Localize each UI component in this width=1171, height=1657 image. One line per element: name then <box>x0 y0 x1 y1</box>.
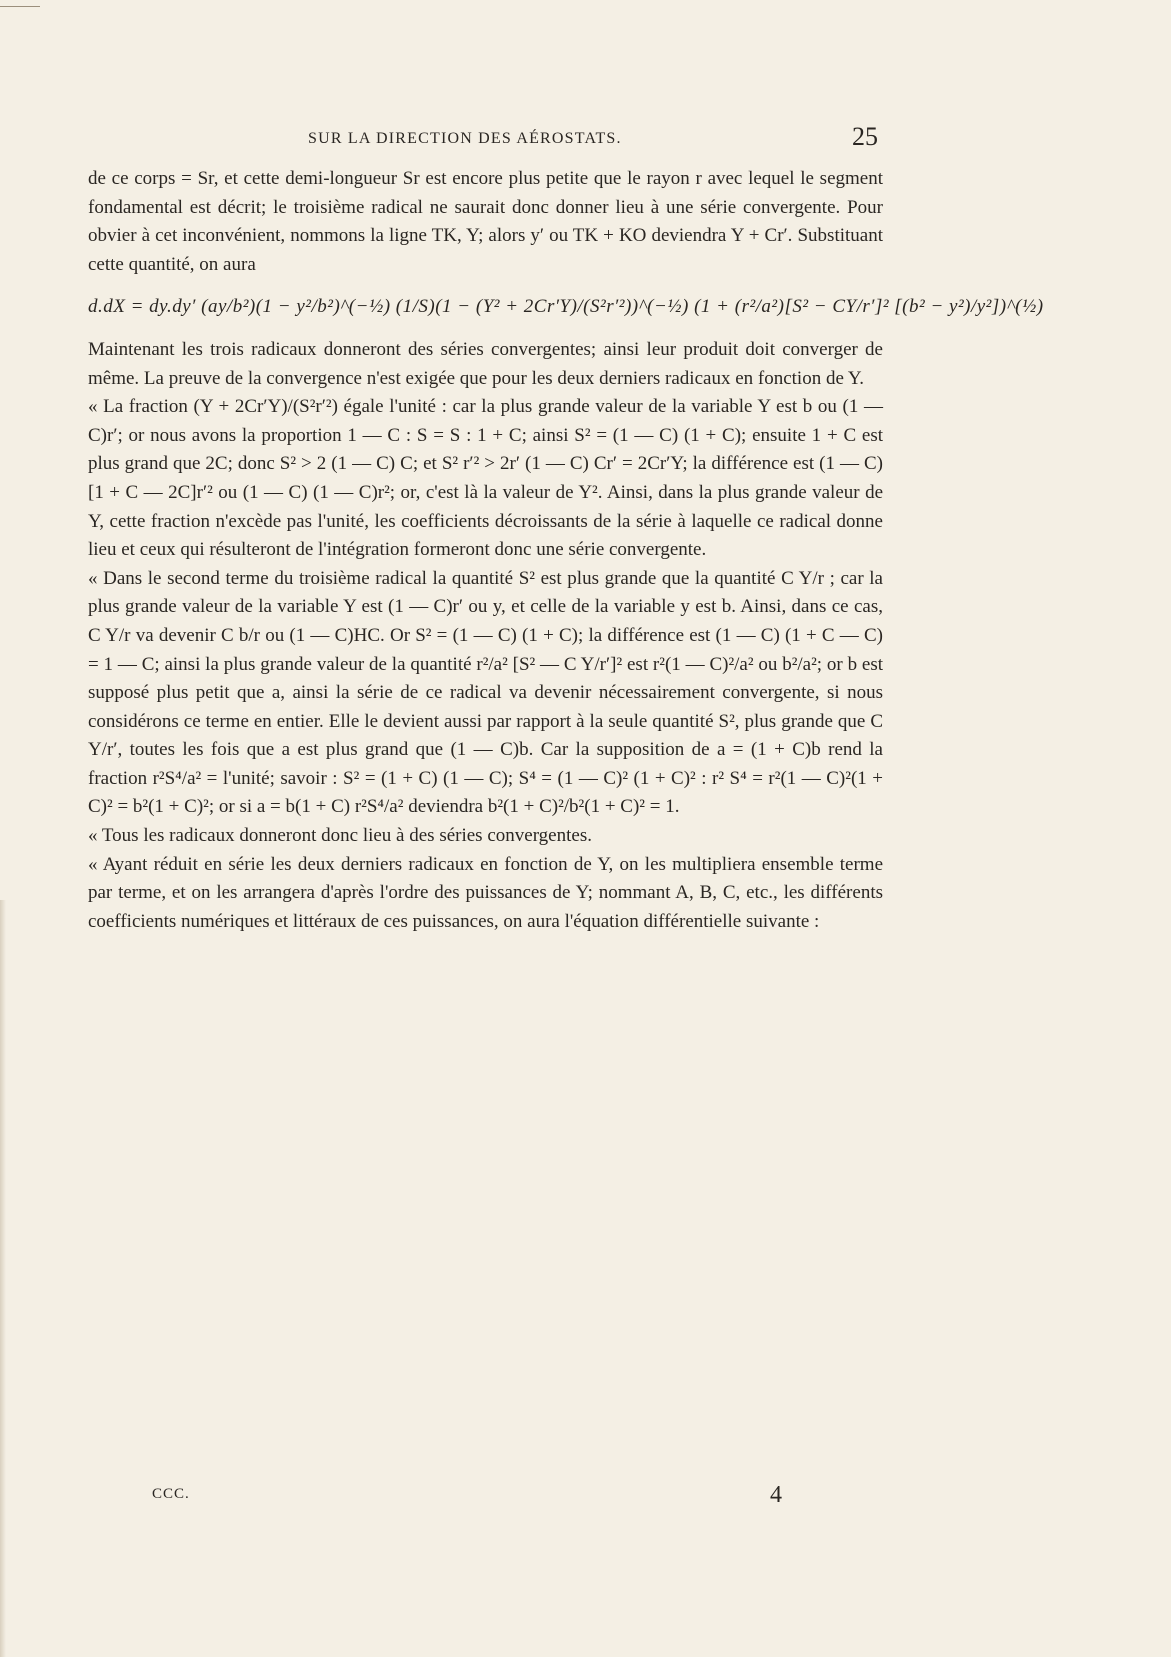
running-title: SUR LA DIRECTION DES AÉROSTATS. <box>308 130 622 147</box>
paragraph-third-radical: « Dans le second terme du troisième radical la quantité S² est plus grande que la quantité C Y/r ; car la plus grande valeur de la variable Y est (1 — C)r′ ou y, et celle de la variable y est b. Ainsi, dans ce cas, C Y/r va devenir C b/r ou (1 — C)HC. Or S² = (1 — C) (1 + C); la différence est (1 — C) (1 + C — C) = 1 — C; ainsi la plus grande valeur de la quantité r²/a² [S² — C Y/r′]² est r²(1 — C)²/a² ou b²/a²; or b est supposé plus petit que a, ainsi la série de ce radical va devenir nécessairement convergente, si nous considérons ce terme en entier. Elle le devient aussi par rapport à la seule quantité S², plus grande que C Y/r′, toutes les fois que a est plus grand que (1 — C)b. Car la supposition de a = (1 + C)b rend la fraction r²S⁴/a² = l'unité; savoir : S² = (1 + C) (1 — C); S⁴ = (1 — C)² (1 + C)² : r² S⁴ = r²(1 — C)²(1 + C)² = b²(1 + C)²; or si a = b(1 + C) r²S⁴/a² deviendra b²(1 + C)²/b²(1 + C)² = 1. <box>88 567 883 818</box>
page-header <box>88 124 878 164</box>
signature-mark: CCC. <box>152 1486 190 1502</box>
paragraph-intro: de ce corps = Sr, et cette demi-longueur Sr est encore plus petite que le rayon r avec lequel le segment fondamental est décrit; le troisième radical ne saurait donc donner lieu à une série convergente. Pour obvier à cet inconvénient, nommons la ligne TK, Y; alors y′ ou TK + KO deviendra Y + Cr′. Substituant cette quantité, on aura <box>88 168 883 275</box>
paragraph-series-multiplication: « Ayant réduit en série les deux derniers radicaux en fonction de Y, on les multipliera ensemble terme par terme, et on les arrangera d'après l'ordre des puissances de Y; nommant A, B, C, etc., les différents coefficients numériques et littéraux de ces puissances, on aura l'équation différentielle suivante : <box>88 853 883 932</box>
body-text <box>88 165 1044 936</box>
paragraph-convergence: Maintenant les trois radicaux donneront des séries convergentes; ainsi leur produit doit converger de même. La preuve de la convergence n'est exigée que pour les deux derniers radicaux en fonction de Y. <box>88 338 883 389</box>
differential-equation: d.dX = dy.dy′ (ay/b²)(1 − y²/b²)^(−½) (1/S)(1 − (Y² + 2Cr′Y)/(S²r′²))^(−½) (1 + (r²/a²)[S² − CY/r′]² [(b² − y²)/y²])^(½) <box>88 296 1044 318</box>
page-number: 25 <box>852 122 878 151</box>
paragraph-conclusion: « Tous les radicaux donneront donc lieu à des séries convergentes. <box>88 825 592 847</box>
page-edge-rule <box>0 6 40 7</box>
page-footer <box>152 1484 792 1514</box>
page-gutter-shadow <box>0 900 6 1657</box>
paragraph-fraction-proof: « La fraction (Y + 2Cr′Y)/(S²r′²) égale l'unité : car la plus grande valeur de la variable Y est b ou (1 — C)r′; or nous avons la proportion 1 — C : S = S : 1 + C; ainsi S² = (1 — C) (1 + C); ensuite 1 + C est plus grand que 2C; donc S² > 2 (1 — C) C; et S² r′² > 2r′ (1 — C) Cr′ = 2Cr′Y; la différence est (1 — C)[1 + C — 2C]r′² ou (1 — C) (1 — C)r²; or, c'est là la valeur de Y². Ainsi, dans la plus grande valeur de Y, cette fraction n'excède pas l'unité, les coefficients décroissants de la série à laquelle ce radical donne lieu et ceux qui résulteront de l'intégration formeront donc une série convergente. <box>88 396 883 561</box>
sheet-number: 4 <box>770 1482 782 1508</box>
